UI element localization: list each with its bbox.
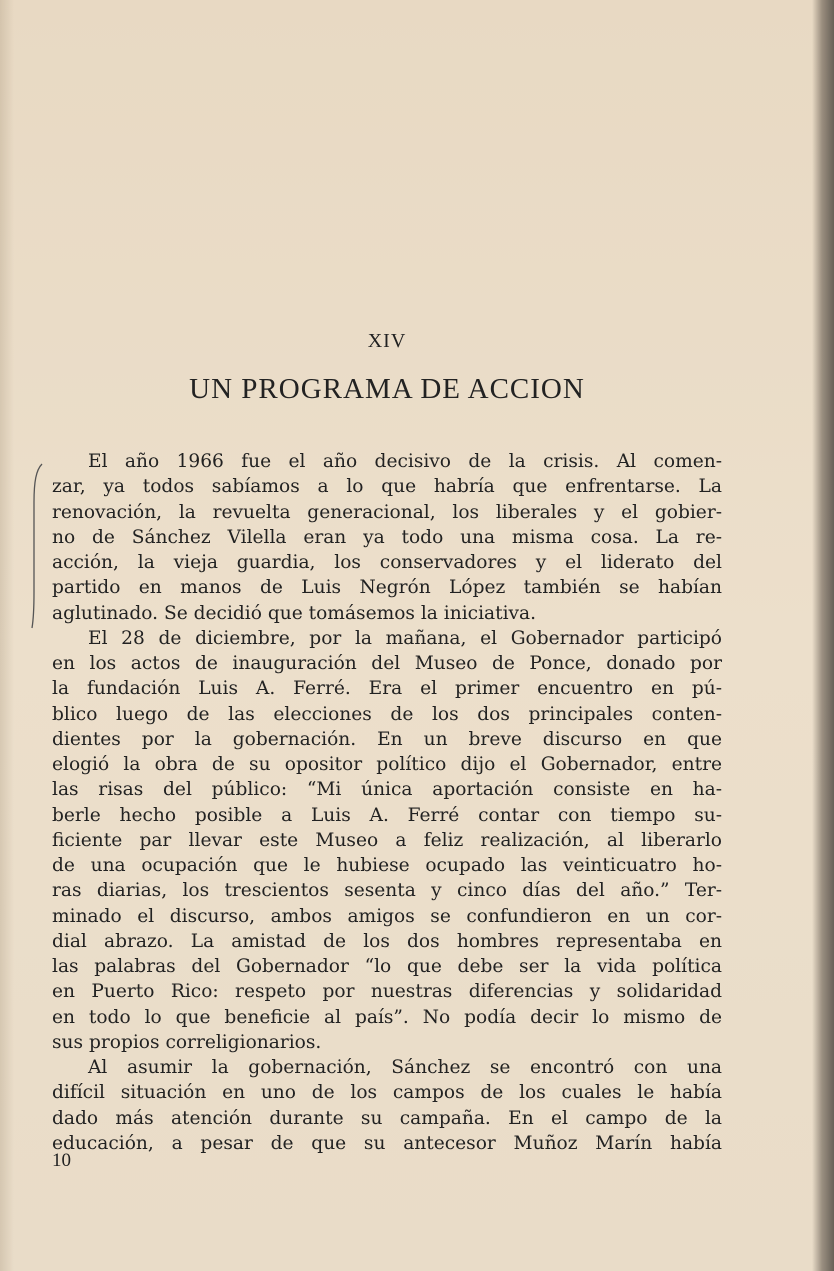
text-line: educación, a pesar de que su antecesor Muñoz Marín había bbox=[52, 1132, 722, 1154]
chapter-number: XIV bbox=[367, 330, 407, 352]
text-line: la fundación Luis A. Ferré. Era el primer encuentro en pú- bbox=[52, 678, 722, 700]
text-line: elogió la obra de su opositor político dijo el Gobernador, entre bbox=[52, 754, 722, 775]
paragraph bbox=[52, 449, 722, 626]
text-line: no de Sánchez Vilella eran ya todo una misma cosa. La re- bbox=[52, 526, 722, 548]
text-line: renovación, la revuelta generacional, los liberales y el gobier- bbox=[52, 501, 722, 523]
text-line: acción, la vieja guardia, los conservadores y el liderato del bbox=[52, 552, 722, 573]
text-line: dientes por la gobernación. En un breve discurso en que bbox=[52, 728, 722, 750]
text-line: berle hecho posible a Luis A. Ferré contar con tiempo su- bbox=[52, 804, 722, 826]
text-line: sus propios correligionarios. bbox=[52, 1031, 322, 1053]
text-line: dial abrazo. La amistad de los dos hombres representaba en bbox=[52, 930, 722, 952]
text-line: las risas del público: “Mi única aportación consiste en ha- bbox=[52, 779, 722, 801]
text-line: aglutinado. Se decidió que tomásemos la iniciativa. bbox=[52, 602, 537, 624]
text-line: en los actos de inauguración del Museo de Ponce, donado por bbox=[52, 653, 722, 674]
body-text bbox=[52, 449, 722, 1156]
chapter-title: UN PROGRAMA DE ACCION bbox=[189, 373, 585, 405]
paragraph bbox=[52, 626, 722, 1055]
text-line: El 28 de diciembre, por la mañana, el Gobernador participó bbox=[88, 627, 722, 649]
text-line: difícil situación en uno de los campos de los cuales le había bbox=[52, 1082, 722, 1104]
text-line: blico luego de las elecciones de los dos principales conten- bbox=[52, 703, 722, 725]
text-line: dado más atención durante su campaña. En el campo de la bbox=[52, 1107, 722, 1129]
text-line: ras diarias, los trescientos sesenta y cinco días del año.” Ter- bbox=[52, 880, 722, 902]
text-line: El año 1966 fue el año decisivo de la crisis. Al comen- bbox=[88, 451, 722, 472]
text-line: de una ocupación que le hubiese ocupado las veinticuatro ho- bbox=[52, 855, 722, 876]
text-line: en todo lo que beneficie al país”. No podía decir lo mismo de bbox=[52, 1006, 722, 1028]
paragraph bbox=[52, 1055, 722, 1156]
text-line: ficiente par llevar este Museo a feliz realización, al liberarlo bbox=[52, 829, 722, 851]
text-line: minado el discurso, ambos amigos se confundieron en un cor- bbox=[52, 905, 722, 927]
pencil-margin-bracket bbox=[30, 462, 44, 630]
text-line: Al asumir la gobernación, Sánchez se encontró con una bbox=[88, 1057, 722, 1078]
text-line: las palabras del Gobernador “lo que debe ser la vida política bbox=[52, 956, 722, 977]
text-line: zar, ya todos sabíamos a lo que habría que enfrentarse. La bbox=[52, 476, 722, 498]
text-line: partido en manos de Luis Negrón López también se habían bbox=[52, 577, 722, 599]
page-number: 10 bbox=[52, 1150, 71, 1171]
text-line: en Puerto Rico: respeto por nuestras diferencias y solidaridad bbox=[52, 981, 722, 1003]
